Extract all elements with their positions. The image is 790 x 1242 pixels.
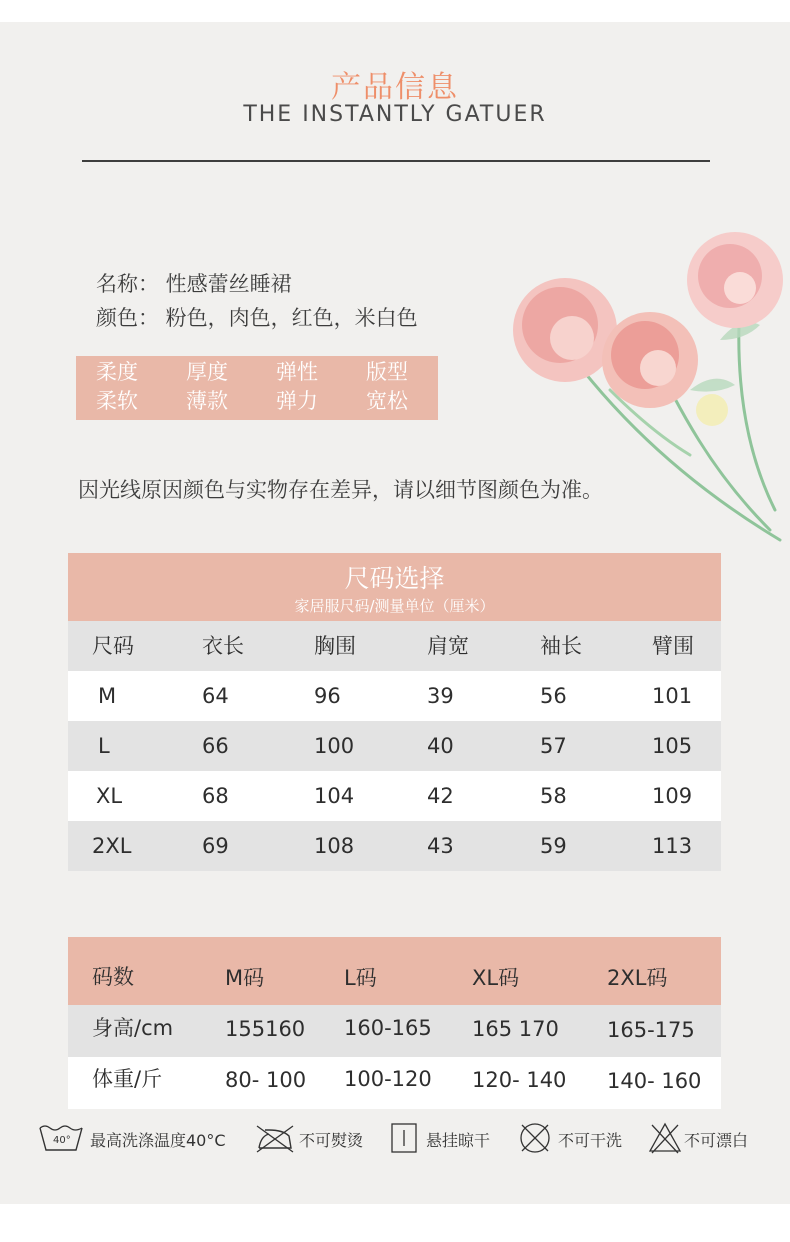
care-label: 最高洗涤温度40°C (90, 1131, 226, 1150)
care-label: 悬挂晾干 (426, 1131, 491, 1150)
table-cell: 66 (202, 734, 229, 758)
table-cell: 160-165 (344, 1016, 432, 1040)
table-cell: 59 (540, 834, 567, 858)
table-cell: 165-175 (607, 1018, 695, 1042)
table-row (68, 821, 721, 871)
attribute-value: 弹力 (276, 389, 318, 413)
product-colors: 颜色： 粉色，肉色，红色，米白色 (96, 306, 418, 330)
column-header: 尺码 (92, 634, 134, 658)
attribute-label: 厚度 (186, 360, 228, 384)
table-row (68, 721, 721, 771)
table-cell: 64 (202, 684, 229, 708)
table-cell: 100 (314, 734, 355, 758)
hang-dry-icon (391, 1123, 417, 1153)
table-cell: 109 (652, 784, 693, 808)
table-cell: 58 (540, 784, 567, 808)
attribute-label: 版型 (366, 360, 408, 384)
table-cell: 113 (652, 834, 693, 858)
column-header: 衣长 (202, 634, 244, 658)
wash-temp-badge: 40° (53, 1135, 71, 1146)
attribute-value: 薄款 (186, 389, 228, 413)
care-wash-temp (38, 1120, 248, 1156)
table-cell: M (98, 684, 117, 708)
attribute-label: 弹性 (276, 360, 318, 384)
table-cell: 2XL (92, 834, 132, 858)
care-label: 不可漂白 (684, 1131, 749, 1150)
attribute-value: 宽松 (366, 389, 408, 413)
table-cell: 40 (427, 734, 454, 758)
table-row (68, 1057, 721, 1109)
column-header: 臂围 (652, 634, 694, 658)
table-cell: 39 (427, 684, 454, 708)
fit-table-header (68, 937, 721, 1005)
attribute-label: 柔度 (96, 360, 138, 384)
care-label: 不可熨烫 (299, 1131, 364, 1150)
care-no-dry-clean (518, 1120, 643, 1156)
table-row (68, 771, 721, 821)
table-cell: 68 (202, 784, 229, 808)
table-cell: XL (96, 784, 123, 808)
column-header: 胸围 (314, 634, 356, 658)
table-cell: 101 (652, 684, 693, 708)
table-cell: 120- 140 (472, 1068, 567, 1092)
size-table-title: 尺码选择 (344, 564, 445, 593)
attribute-value: 柔软 (96, 389, 138, 413)
table-row (68, 1005, 721, 1057)
column-header: M码 (225, 966, 265, 990)
care-no-iron (255, 1120, 385, 1156)
care-label: 不可干洗 (558, 1131, 623, 1150)
size-table-subtitle: 家居服尺码/测量单位（厘米） (294, 597, 495, 615)
table-cell: 155160 (225, 1017, 306, 1041)
carnation-illustration (490, 210, 790, 570)
no-dry-clean-icon (518, 1121, 552, 1155)
column-header: 肩宽 (427, 634, 469, 658)
table-cell: 身高/cm (92, 1016, 174, 1040)
size-table-columns (68, 621, 721, 671)
column-header: 袖长 (540, 634, 582, 658)
table-cell: 140- 160 (607, 1069, 702, 1093)
page-title: 产品信息 (331, 70, 459, 105)
table-cell: 42 (427, 784, 454, 808)
table-cell: 体重/斤 (92, 1067, 163, 1091)
table-cell: 108 (314, 834, 355, 858)
no-iron-icon (255, 1122, 295, 1154)
column-header: L码 (344, 966, 377, 990)
table-cell: 104 (314, 784, 355, 808)
column-header: 码数 (92, 965, 134, 989)
table-cell: 100-120 (344, 1067, 432, 1091)
table-cell: 96 (314, 684, 341, 708)
divider (82, 160, 710, 162)
table-row (68, 671, 721, 721)
attribute-thickness (186, 358, 228, 416)
column-header: 2XL码 (607, 966, 668, 990)
care-hang-dry (391, 1120, 511, 1156)
table-cell: 165 170 (472, 1017, 559, 1041)
color-disclaimer: 因光线原因颜色与实物存在差异，请以细节图颜色为准。 (78, 478, 603, 502)
attribute-elasticity (276, 358, 318, 416)
page-subtitle: THE INSTANTLY GATUER (243, 102, 547, 127)
attribute-fit (366, 358, 408, 416)
table-cell: 56 (540, 684, 567, 708)
column-header: XL码 (472, 966, 520, 990)
table-cell: 80- 100 (225, 1068, 307, 1092)
table-cell: 57 (540, 734, 567, 758)
product-name: 名称： 性感蕾丝睡裙 (96, 272, 292, 296)
table-cell: 69 (202, 834, 229, 858)
attribute-box (76, 356, 438, 420)
table-cell: 105 (652, 734, 693, 758)
size-table-header (68, 553, 721, 621)
care-no-bleach (648, 1120, 773, 1156)
table-cell: 43 (427, 834, 454, 858)
attribute-softness (96, 358, 138, 416)
table-cell: L (98, 734, 110, 758)
no-bleach-icon (648, 1122, 682, 1154)
